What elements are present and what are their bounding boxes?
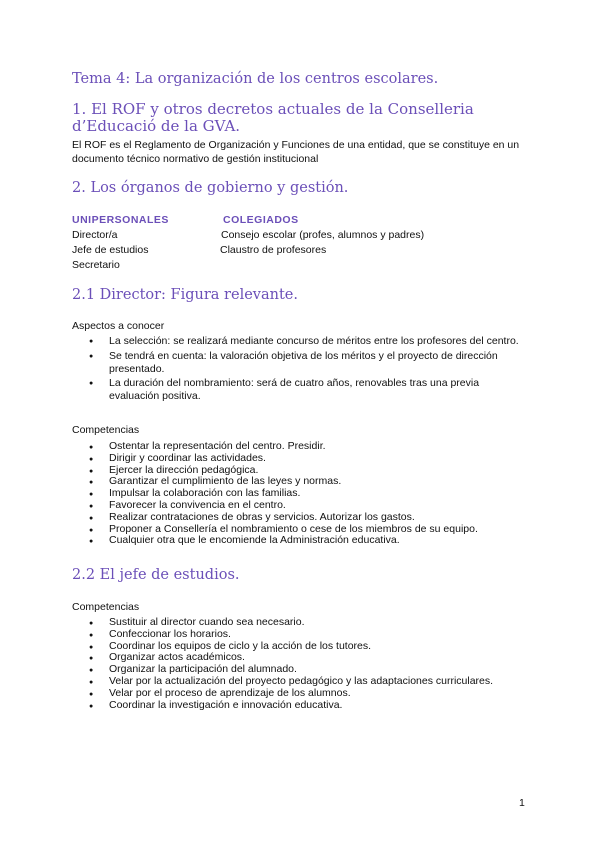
list-item: ● Favorecer la convivencia en el centro. <box>72 500 532 512</box>
director-competencias-list <box>72 441 532 547</box>
section-2-heading: 2. Los órganos de gobierno y gestión. <box>72 180 349 196</box>
jefe-competencias-list <box>72 617 542 711</box>
list-item: ● Se tendrá en cuenta: la valoración objetiva de los méritos y el proyecto de dirección presentado. <box>72 350 522 375</box>
page-number: 1 <box>519 797 525 809</box>
colegiado-item: Claustro de profesores <box>220 244 327 256</box>
unipersonal-item: Jefe de estudios <box>72 244 149 256</box>
section-2-2-heading: 2.2 El jefe de estudios. <box>72 567 240 583</box>
list-item: ● Garantizar el cumplimiento de las leyes y normas. <box>72 476 532 488</box>
document-title: Tema 4: La organización de los centros escolares. <box>72 71 439 87</box>
unipersonal-item: Director/a <box>72 229 118 241</box>
list-item: ● Realizar contrataciones de obras y servicios. Autorizar los gastos. <box>72 512 532 524</box>
list-item: ● Cualquier otra que le encomiende la Administración educativa. <box>72 535 532 547</box>
colegiado-item: Consejo escolar (profes, alumnos y padres) <box>221 229 425 241</box>
list-item: ● Proponer a Consellería el nombramiento o cese de los miembros de su equipo. <box>72 524 532 536</box>
section-2-1-heading: 2.1 Director: Figura relevante. <box>72 287 298 303</box>
aspects-list <box>72 334 522 404</box>
list-item: ● Organizar actos académicos. <box>72 652 542 664</box>
list-item: ● Organizar la participación del alumnado. <box>72 664 542 676</box>
section-1-body: El ROF es el Reglamento de Organización y Funciones de una entidad, que se constituye en un documento técnico normativo de gestión institucional <box>72 139 520 165</box>
list-item: ● Ejercer la dirección pedagógica. <box>72 465 532 477</box>
list-item: ● Velar por la actualización del proyecto pedagógico y las adaptaciones curriculares. <box>72 676 542 688</box>
list-item: ● La selección: se realizará mediante concurso de méritos entre los profesores del centro. <box>72 334 522 348</box>
section-1-heading: 1. El ROF y otros decretos actuales de la Conselleria d’Educació de la GVA. <box>72 100 474 135</box>
list-item: ● Confeccionar los horarios. <box>72 629 542 641</box>
list-item: ● Sustituir al director cuando sea necesario. <box>72 617 542 629</box>
competencias-label: Competencias <box>72 601 140 613</box>
list-item: ● Dirigir y coordinar las actividades. <box>72 453 532 465</box>
unipersonales-label: UNIPERSONALES <box>72 214 169 226</box>
unipersonal-item: Secretario <box>72 259 120 271</box>
list-item: ● Coordinar los equipos de ciclo y la acción de los tutores. <box>72 641 542 653</box>
list-item: ● Velar por el proceso de aprendizaje de los alumnos. <box>72 688 542 700</box>
colegiados-label: COLEGIADOS <box>223 214 299 226</box>
list-item: ● Impulsar la colaboración con las familias. <box>72 488 532 500</box>
list-item: ● Ostentar la representación del centro. Presidir. <box>72 441 532 453</box>
aspects-label: Aspectos a conocer <box>72 320 165 332</box>
competencias-label: Competencias <box>72 424 140 436</box>
list-item: ● La duración del nombramiento: será de cuatro años, renovables tras una previa evaluación positiva. <box>72 377 522 402</box>
list-item: ● Coordinar la investigación e innovación educativa. <box>72 700 542 712</box>
